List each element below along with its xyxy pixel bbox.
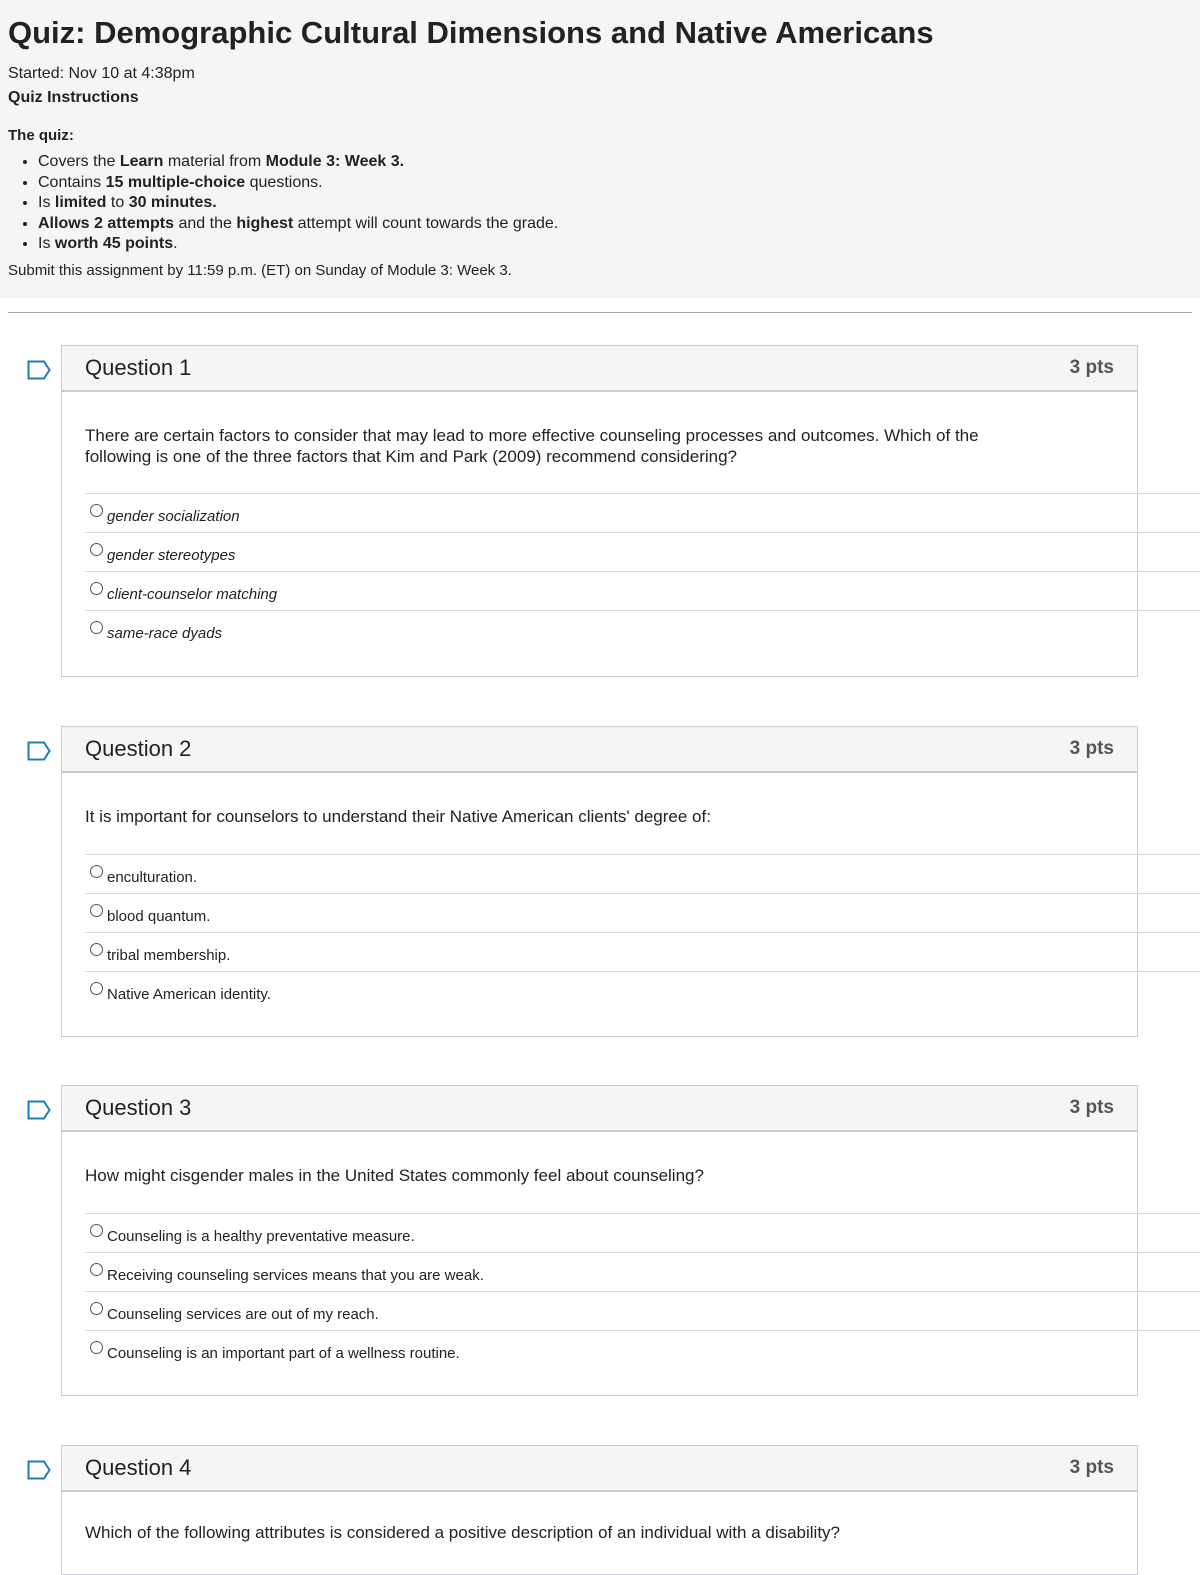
answer-label: Native American identity. [107, 985, 271, 1003]
answer-label: client-counselor matching [107, 585, 278, 603]
started-timestamp: Started: Nov 10 at 4:38pm [8, 65, 195, 82]
question-points: 3 pts [1069, 1097, 1114, 1118]
radio-button[interactable] [90, 543, 103, 556]
radio-button[interactable] [90, 904, 103, 917]
instruction-item: • Is limited to 30 minutes. [38, 193, 1192, 214]
answer-option[interactable] [85, 893, 1200, 932]
instruction-item: • Contains 15 multiple-choice questions. [38, 173, 1192, 194]
radio-button[interactable] [90, 1341, 103, 1354]
answer-option[interactable] [85, 571, 1200, 610]
question-name: Question 3 [85, 1095, 192, 1120]
question-text: Which of the following attributes is considered a positive description of an individual with a disability? [85, 1523, 841, 1542]
answer-option[interactable] [85, 532, 1200, 571]
radio-button[interactable] [90, 865, 103, 878]
radio-button[interactable] [90, 982, 103, 995]
question-card [61, 1445, 1138, 1575]
question-text: How might cisgender males in the United States commonly feel about counseling? [85, 1166, 704, 1185]
answer-label: Counseling is an important part of a wellness routine. [107, 1344, 460, 1362]
question-name: Question 4 [85, 1455, 192, 1480]
question-card [61, 345, 1138, 677]
answer-label: gender socialization [107, 507, 240, 525]
question-card [61, 726, 1138, 1037]
answer-label: gender stereotypes [107, 546, 236, 564]
answer-option[interactable] [85, 493, 1200, 532]
answer-list [85, 1213, 1137, 1369]
radio-button[interactable] [90, 1302, 103, 1315]
answer-label: same-race dyads [107, 624, 223, 642]
answer-option[interactable] [85, 1252, 1200, 1291]
answer-label: tribal membership. [107, 946, 231, 964]
radio-button[interactable] [90, 1224, 103, 1237]
answer-option[interactable] [85, 932, 1200, 971]
question-text: There are certain factors to consider that may lead to more effective counseling processes and outcomes. Which of the following is one of the three factors that Kim and Park (2009) recommend considering? [85, 426, 979, 466]
question-name: Question 2 [85, 736, 192, 761]
answer-list [85, 493, 1137, 649]
question-points: 3 pts [1069, 357, 1114, 378]
page-title: Quiz: Demographic Cultural Dimensions and Native Americans [8, 15, 934, 50]
answer-label: Counseling services are out of my reach. [107, 1305, 379, 1323]
radio-button[interactable] [90, 504, 103, 517]
question-name: Question 1 [85, 355, 192, 380]
question-points: 3 pts [1069, 738, 1114, 759]
answer-option[interactable] [85, 1330, 1200, 1369]
flag-question-icon[interactable] [27, 1460, 51, 1480]
answer-list [85, 854, 1137, 1010]
the-quiz-label: The quiz: [8, 127, 74, 144]
radio-button[interactable] [90, 1263, 103, 1276]
radio-button[interactable] [90, 582, 103, 595]
flag-question-icon[interactable] [27, 741, 51, 761]
answer-label: Receiving counseling services means that you are weak. [107, 1266, 484, 1284]
instruction-item: • Allows 2 attempts and the highest attempt will count towards the grade. [38, 214, 1192, 235]
answer-label: Counseling is a healthy preventative measure. [107, 1227, 415, 1245]
question-header [62, 1446, 1137, 1492]
flag-question-icon[interactable] [27, 1100, 51, 1120]
radio-button[interactable] [90, 943, 103, 956]
answer-option[interactable] [85, 1291, 1200, 1330]
answer-option[interactable] [85, 610, 1200, 649]
instructions-list [8, 152, 1192, 255]
answer-option[interactable] [85, 1213, 1200, 1252]
instruction-item: • Is worth 45 points. [38, 234, 1192, 255]
instruction-item: • Covers the Learn material from Module 3: Week 3. [38, 152, 1192, 173]
answer-option[interactable] [85, 854, 1200, 893]
quiz-header [0, 0, 1200, 298]
header-divider [8, 312, 1192, 313]
flag-question-icon[interactable] [27, 360, 51, 380]
question-header [62, 727, 1137, 773]
question-card [61, 1085, 1138, 1396]
question-text: It is important for counselors to understand their Native American clients' degree of: [85, 807, 711, 826]
question-header [62, 346, 1137, 392]
answer-label: blood quantum. [107, 907, 211, 925]
submit-deadline-note: Submit this assignment by 11:59 p.m. (ET) on Sunday of Module 3: Week 3. [8, 261, 512, 279]
answer-option[interactable] [85, 971, 1200, 1010]
question-points: 3 pts [1069, 1457, 1114, 1478]
instructions-title: Quiz Instructions [8, 89, 139, 106]
radio-button[interactable] [90, 621, 103, 634]
question-header [62, 1086, 1137, 1132]
answer-label: enculturation. [107, 868, 198, 886]
